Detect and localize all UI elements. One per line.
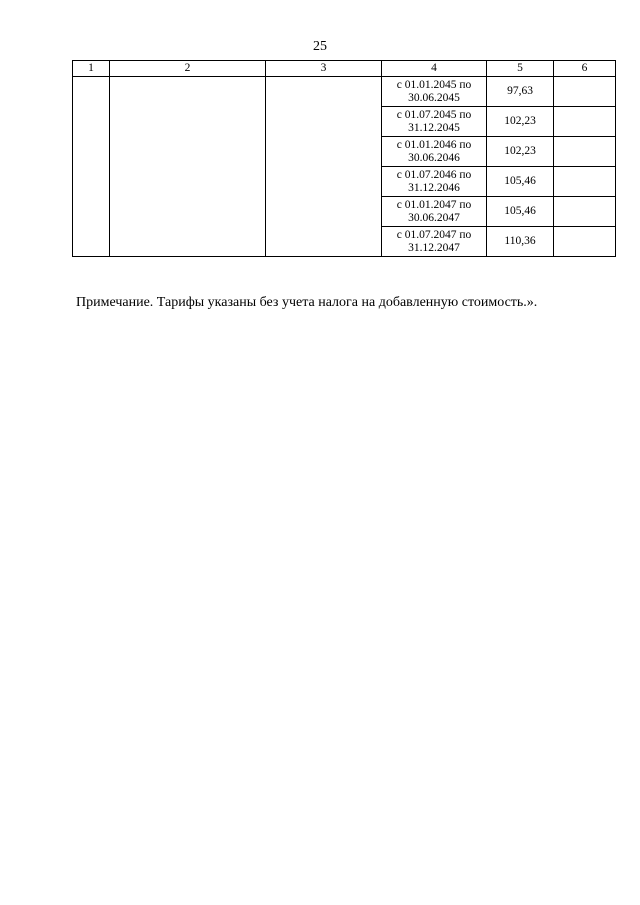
period-cell — [382, 77, 487, 107]
period-start: с 01.07.2046 по — [396, 168, 472, 181]
column-number-1: 1 — [73, 61, 110, 77]
period-start: с 01.07.2047 по — [396, 228, 472, 241]
col6-cell — [554, 227, 616, 257]
period-cell — [382, 197, 487, 227]
col6-cell — [554, 137, 616, 167]
period-start: с 01.01.2046 по — [396, 138, 472, 151]
column-number-5: 5 — [487, 61, 554, 77]
tariff-value-cell: 105,46 — [487, 167, 554, 197]
period-cell — [382, 227, 487, 257]
period-end: 30.06.2046 — [408, 151, 460, 164]
col1-empty-cell — [73, 77, 110, 257]
note-text: Примечание. Тарифы указаны без учета налога на добавленную стоимость.». — [76, 295, 538, 310]
period-cell — [382, 137, 487, 167]
period-end: 31.12.2046 — [408, 181, 460, 194]
column-number-6: 6 — [554, 61, 616, 77]
column-number-4: 4 — [382, 61, 487, 77]
col6-cell — [554, 77, 616, 107]
tariff-table — [72, 60, 616, 257]
period-start: с 01.01.2045 по — [396, 78, 472, 91]
tariff-value-cell: 105,46 — [487, 197, 554, 227]
col3-empty-cell — [266, 77, 382, 257]
column-number-3: 3 — [266, 61, 382, 77]
period-end: 31.12.2047 — [408, 241, 460, 254]
period-cell — [382, 167, 487, 197]
period-end: 30.06.2047 — [408, 211, 460, 224]
period-end: 31.12.2045 — [408, 121, 460, 134]
period-start: с 01.01.2047 по — [396, 198, 472, 211]
col6-cell — [554, 107, 616, 137]
period-start: с 01.07.2045 по — [396, 108, 472, 121]
tariff-value-cell: 102,23 — [487, 107, 554, 137]
table-row — [73, 77, 616, 107]
page-number: 25 — [313, 39, 327, 54]
tariff-value-cell: 110,36 — [487, 227, 554, 257]
column-number-2: 2 — [110, 61, 266, 77]
table-header-row — [73, 61, 616, 77]
col2-empty-cell — [110, 77, 266, 257]
tariff-value-cell: 97,63 — [487, 77, 554, 107]
period-end: 30.06.2045 — [408, 91, 460, 104]
period-cell — [382, 107, 487, 137]
col6-cell — [554, 197, 616, 227]
col6-cell — [554, 167, 616, 197]
tariff-value-cell: 102,23 — [487, 137, 554, 167]
